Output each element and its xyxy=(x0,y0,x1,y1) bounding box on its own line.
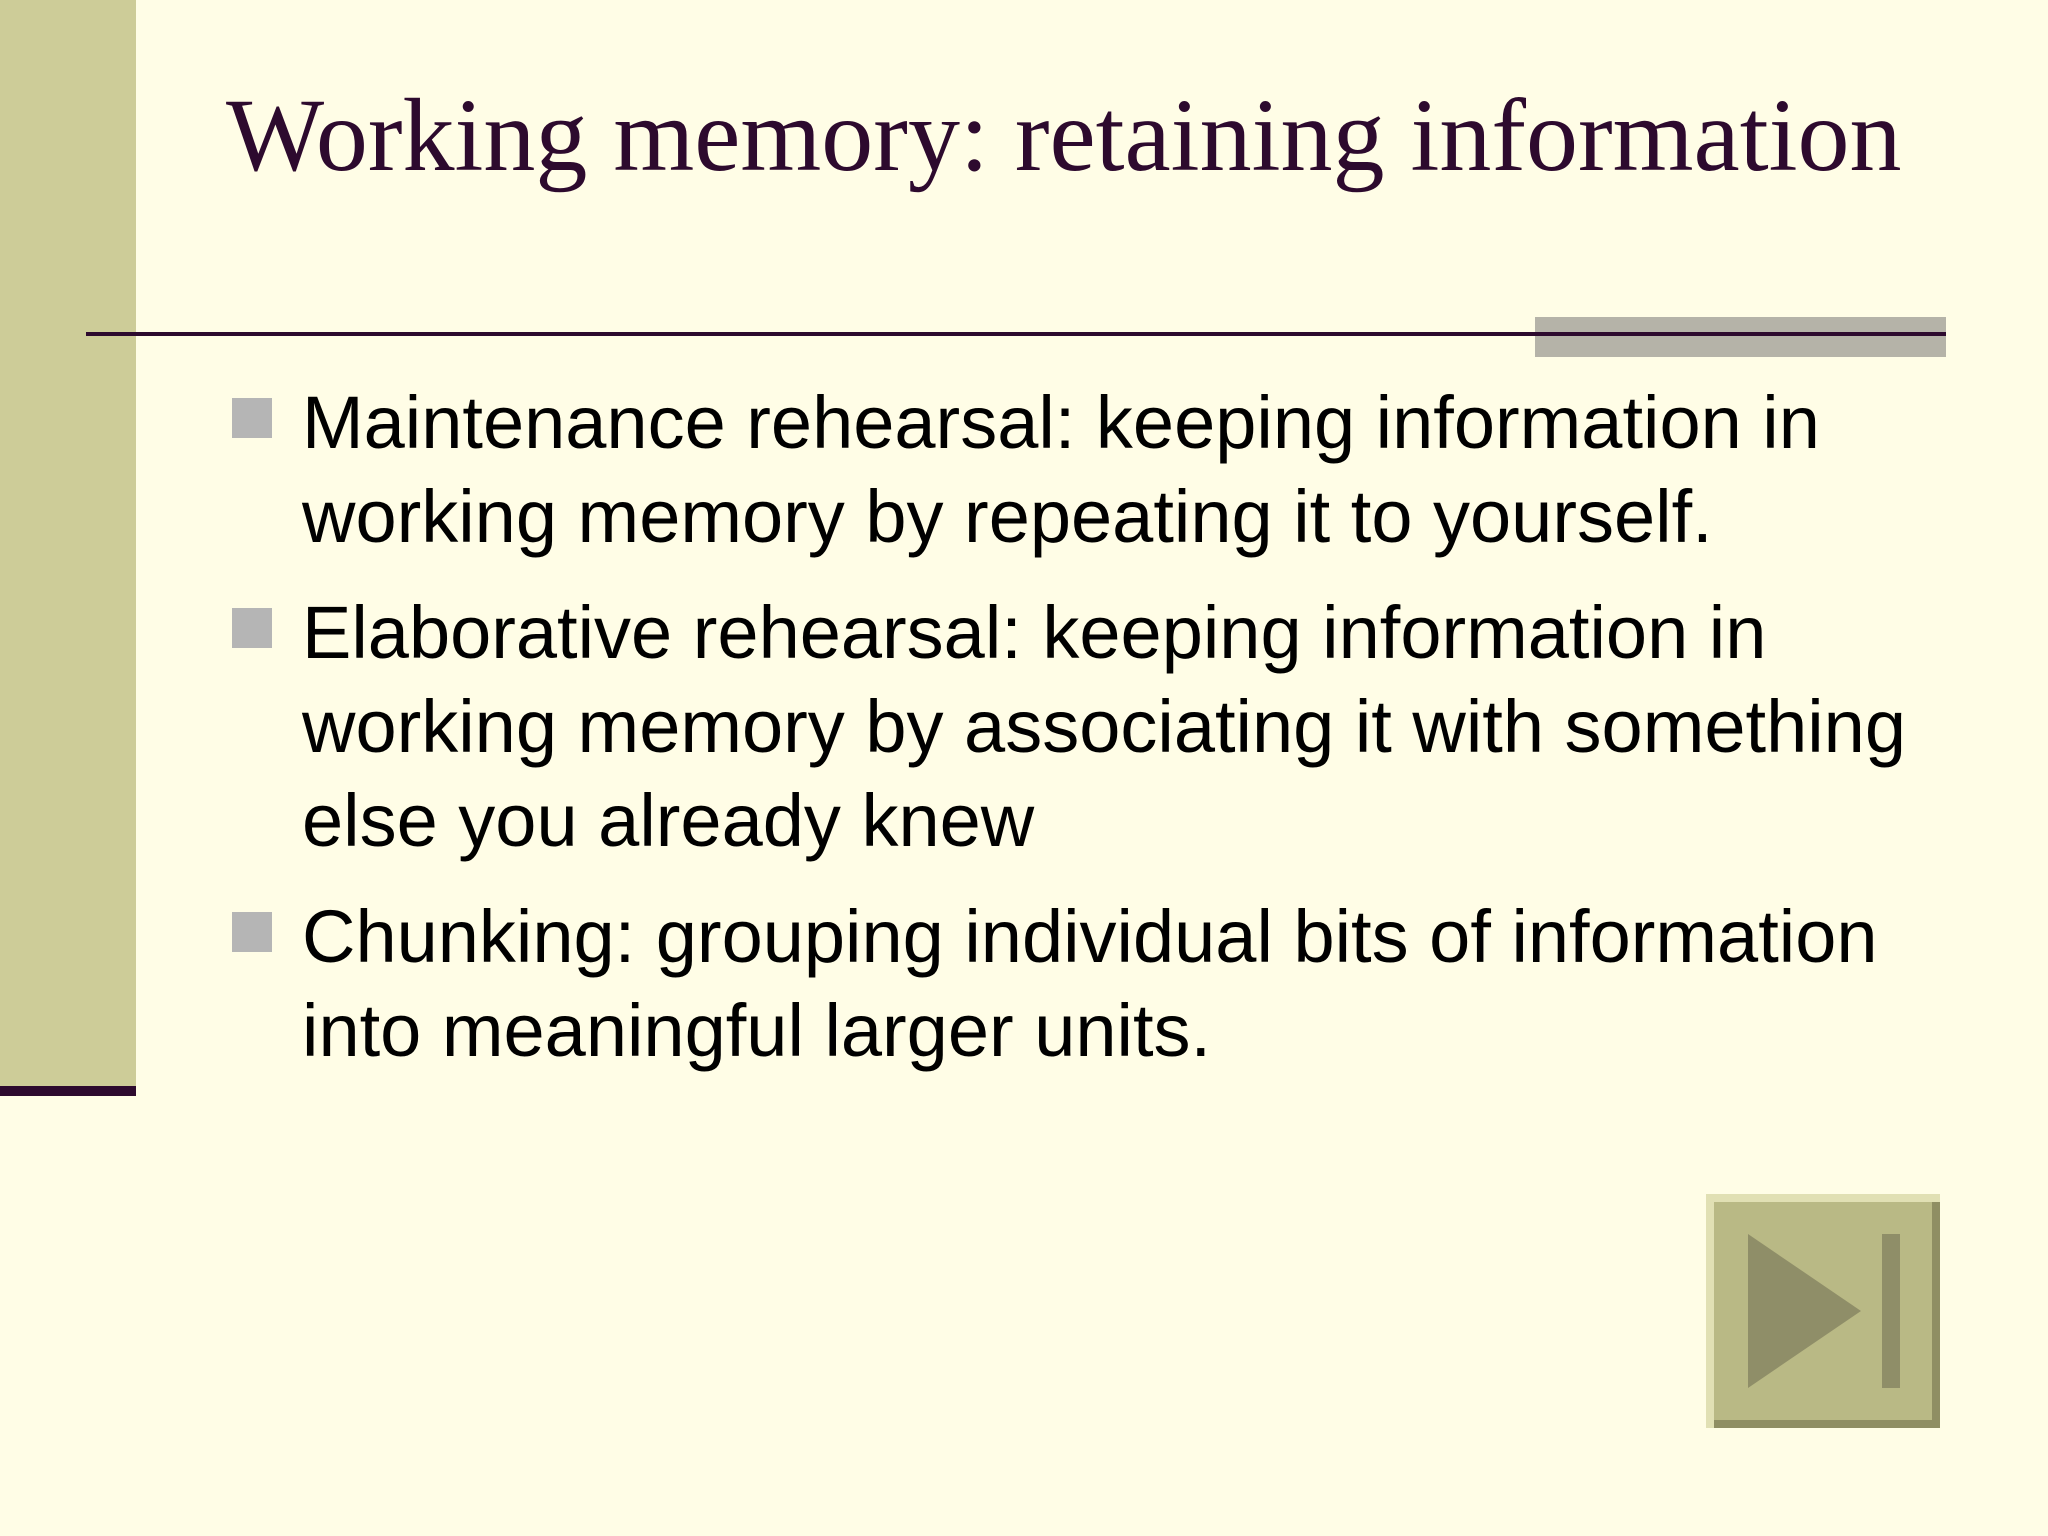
left-accent-bar xyxy=(0,0,136,1088)
bullet-item-chunking xyxy=(230,890,1970,1078)
slide-title: Working memory: retaining information xyxy=(226,78,1902,193)
title-rule-accent xyxy=(1535,317,1946,357)
bullet-text: Maintenance rehearsal: keeping information in working memory by repeating it to yourself. xyxy=(302,381,1820,558)
title-rule xyxy=(86,332,1946,336)
bullet-item-maintenance-rehearsal xyxy=(230,376,1970,564)
skip-to-end-icon xyxy=(1706,1194,1940,1428)
bullet-list xyxy=(230,376,1970,1100)
square-bullet-icon xyxy=(232,608,272,648)
bullet-text: Elaborative rehearsal: keeping information in working memory by associating it with something else you already knew xyxy=(302,591,1906,862)
next-slide-button[interactable] xyxy=(1706,1194,1940,1428)
square-bullet-icon xyxy=(232,912,272,952)
bullet-item-elaborative-rehearsal xyxy=(230,586,1970,868)
square-bullet-icon xyxy=(232,398,272,438)
left-accent-bar-edge xyxy=(0,1086,136,1096)
bullet-text: Chunking: grouping individual bits of information into meaningful larger units. xyxy=(302,895,1878,1072)
